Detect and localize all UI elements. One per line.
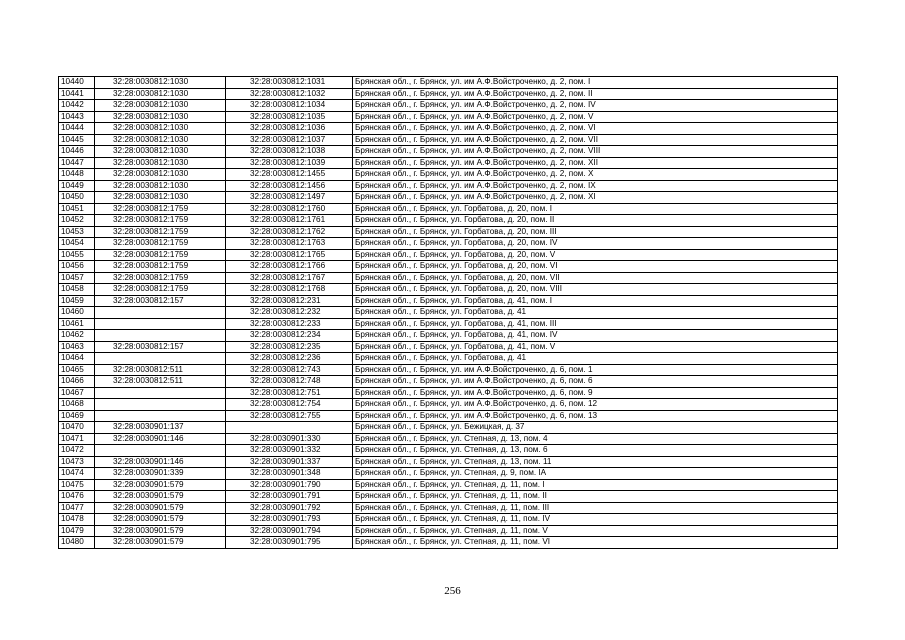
table-row [59, 387, 838, 399]
table-row [59, 468, 838, 480]
table-row [59, 502, 838, 514]
address-cell: Брянская обл., г. Брянск, ул. Горбатова, д. 41, пом. V [353, 341, 838, 353]
cadastral-number-cell: 32:28:0030812:1456 [226, 180, 353, 192]
parent-cadastral-number-cell: 32:28:0030812:1030 [95, 111, 226, 123]
cadastral-number-cell: 32:28:0030812:232 [226, 307, 353, 319]
table-row [59, 537, 838, 549]
address-cell: Брянская обл., г. Брянск, ул. Степная, д. 13, пом. 11 [353, 456, 838, 468]
row-number-cell: 10473 [59, 456, 95, 468]
table-row [59, 249, 838, 261]
address-cell: Брянская обл., г. Брянск, ул. Горбатова, д. 20, пом. V [353, 249, 838, 261]
table-row [59, 433, 838, 445]
table-row [59, 134, 838, 146]
table-row [59, 100, 838, 112]
address-cell: Брянская обл., г. Брянск, ул. Горбатова, д. 41 [353, 353, 838, 365]
address-cell: Брянская обл., г. Брянск, ул. Степная, д. 9, пом. IA [353, 468, 838, 480]
parent-cadastral-number-cell [95, 307, 226, 319]
row-number-cell: 10475 [59, 479, 95, 491]
parent-cadastral-number-cell: 32:28:0030812:1030 [95, 123, 226, 135]
parent-cadastral-number-cell: 32:28:0030812:1030 [95, 88, 226, 100]
cadastral-table [58, 76, 838, 549]
row-number-cell: 10471 [59, 433, 95, 445]
address-cell: Брянская обл., г. Брянск, ул. Степная, д. 11, пом. II [353, 491, 838, 503]
row-number-cell: 10460 [59, 307, 95, 319]
table-row [59, 364, 838, 376]
row-number-cell: 10448 [59, 169, 95, 181]
address-cell: Брянская обл., г. Брянск, ул. Горбатова, д. 20, пом. I [353, 203, 838, 215]
row-number-cell: 10461 [59, 318, 95, 330]
cadastral-number-cell: 32:28:0030901:793 [226, 514, 353, 526]
parent-cadastral-number-cell: 32:28:0030901:137 [95, 422, 226, 434]
table-body [59, 77, 838, 549]
row-number-cell: 10480 [59, 537, 95, 549]
row-number-cell: 10456 [59, 261, 95, 273]
address-cell: Брянская обл., г. Брянск, ул. им А.Ф.Войстроченко, д. 6, пом. 6 [353, 376, 838, 388]
cadastral-number-cell: 32:28:0030812:1762 [226, 226, 353, 238]
row-number-cell: 10468 [59, 399, 95, 411]
cadastral-number-cell: 32:28:0030901:790 [226, 479, 353, 491]
cadastral-number-cell: 32:28:0030812:755 [226, 410, 353, 422]
address-cell: Брянская обл., г. Брянск, ул. Горбатова, д. 20, пом. IV [353, 238, 838, 250]
cadastral-number-cell: 32:28:0030812:231 [226, 295, 353, 307]
row-number-cell: 10459 [59, 295, 95, 307]
cadastral-number-cell: 32:28:0030812:233 [226, 318, 353, 330]
parent-cadastral-number-cell: 32:28:0030812:1759 [95, 203, 226, 215]
row-number-cell: 10441 [59, 88, 95, 100]
address-cell: Брянская обл., г. Брянск, ул. Горбатова, д. 41, пом. IV [353, 330, 838, 342]
address-cell: Брянская обл., г. Брянск, ул. Степная, д. 13, пом. 4 [353, 433, 838, 445]
cadastral-number-cell: 32:28:0030812:1035 [226, 111, 353, 123]
parent-cadastral-number-cell: 32:28:0030812:1759 [95, 226, 226, 238]
table-row [59, 525, 838, 537]
row-number-cell: 10445 [59, 134, 95, 146]
cadastral-number-cell: 32:28:0030812:754 [226, 399, 353, 411]
cadastral-number-cell: 32:28:0030901:795 [226, 537, 353, 549]
cadastral-number-cell [226, 422, 353, 434]
row-number-cell: 10472 [59, 445, 95, 457]
address-cell: Брянская обл., г. Брянск, ул. Степная, д. 11, пом. V [353, 525, 838, 537]
parent-cadastral-number-cell: 32:28:0030812:157 [95, 341, 226, 353]
cadastral-number-cell: 32:28:0030812:1763 [226, 238, 353, 250]
row-number-cell: 10454 [59, 238, 95, 250]
row-number-cell: 10474 [59, 468, 95, 480]
row-number-cell: 10477 [59, 502, 95, 514]
parent-cadastral-number-cell: 32:28:0030901:339 [95, 468, 226, 480]
parent-cadastral-number-cell: 32:28:0030812:1759 [95, 284, 226, 296]
table-row [59, 445, 838, 457]
parent-cadastral-number-cell: 32:28:0030901:579 [95, 514, 226, 526]
address-cell: Брянская обл., г. Брянск, ул. им А.Ф.Войстроченко, д. 2, пом. X [353, 169, 838, 181]
address-cell: Брянская обл., г. Брянск, ул. им А.Ф.Войстроченко, д. 2, пом. VIII [353, 146, 838, 158]
parent-cadastral-number-cell [95, 445, 226, 457]
parent-cadastral-number-cell: 32:28:0030812:1030 [95, 180, 226, 192]
address-cell: Брянская обл., г. Брянск, ул. им А.Ф.Войстроченко, д. 2, пом. II [353, 88, 838, 100]
cadastral-number-cell: 32:28:0030812:1767 [226, 272, 353, 284]
address-cell: Брянская обл., г. Брянск, ул. им А.Ф.Войстроченко, д. 2, пом. IV [353, 100, 838, 112]
row-number-cell: 10478 [59, 514, 95, 526]
table-row [59, 157, 838, 169]
cadastral-number-cell: 32:28:0030812:751 [226, 387, 353, 399]
parent-cadastral-number-cell: 32:28:0030812:1759 [95, 249, 226, 261]
parent-cadastral-number-cell [95, 330, 226, 342]
cadastral-number-cell: 32:28:0030901:794 [226, 525, 353, 537]
address-cell: Брянская обл., г. Брянск, ул. Степная, д. 11, пом. IV [353, 514, 838, 526]
table-row [59, 203, 838, 215]
table-row [59, 88, 838, 100]
table-row [59, 399, 838, 411]
table-row [59, 238, 838, 250]
row-number-cell: 10466 [59, 376, 95, 388]
address-cell: Брянская обл., г. Брянск, ул. Горбатова, д. 20, пом. III [353, 226, 838, 238]
row-number-cell: 10467 [59, 387, 95, 399]
row-number-cell: 10452 [59, 215, 95, 227]
row-number-cell: 10458 [59, 284, 95, 296]
cadastral-number-cell: 32:28:0030901:337 [226, 456, 353, 468]
cadastral-number-cell: 32:28:0030812:1760 [226, 203, 353, 215]
cadastral-number-cell: 32:28:0030812:1036 [226, 123, 353, 135]
address-cell: Брянская обл., г. Брянск, ул. им А.Ф.Войстроченко, д. 2, пом. VI [353, 123, 838, 135]
row-number-cell: 10449 [59, 180, 95, 192]
table-row [59, 180, 838, 192]
parent-cadastral-number-cell [95, 410, 226, 422]
cadastral-number-cell: 32:28:0030812:1039 [226, 157, 353, 169]
row-number-cell: 10465 [59, 364, 95, 376]
row-number-cell: 10457 [59, 272, 95, 284]
cadastral-number-cell: 32:28:0030812:1037 [226, 134, 353, 146]
table-row [59, 422, 838, 434]
cadastral-number-cell: 32:28:0030901:348 [226, 468, 353, 480]
cadastral-number-cell: 32:28:0030812:1765 [226, 249, 353, 261]
address-cell: Брянская обл., г. Брянск, ул. Степная, д. 11, пом. III [353, 502, 838, 514]
address-cell: Брянская обл., г. Брянск, ул. им А.Ф.Войстроченко, д. 2, пом. VII [353, 134, 838, 146]
table-row [59, 169, 838, 181]
cadastral-number-cell: 32:28:0030901:791 [226, 491, 353, 503]
parent-cadastral-number-cell: 32:28:0030812:1030 [95, 134, 226, 146]
row-number-cell: 10442 [59, 100, 95, 112]
parent-cadastral-number-cell [95, 387, 226, 399]
table-row [59, 284, 838, 296]
parent-cadastral-number-cell [95, 353, 226, 365]
parent-cadastral-number-cell: 32:28:0030812:1759 [95, 215, 226, 227]
parent-cadastral-number-cell: 32:28:0030812:1030 [95, 146, 226, 158]
table-row [59, 376, 838, 388]
cadastral-number-cell: 32:28:0030812:234 [226, 330, 353, 342]
address-cell: Брянская обл., г. Брянск, ул. им А.Ф.Войстроченко, д. 6, пом. 1 [353, 364, 838, 376]
parent-cadastral-number-cell: 32:28:0030901:579 [95, 491, 226, 503]
address-cell: Брянская обл., г. Брянск, ул. им А.Ф.Войстроченко, д. 2, пом. IX [353, 180, 838, 192]
row-number-cell: 10470 [59, 422, 95, 434]
table-row [59, 318, 838, 330]
row-number-cell: 10455 [59, 249, 95, 261]
row-number-cell: 10450 [59, 192, 95, 204]
cadastral-number-cell: 32:28:0030901:330 [226, 433, 353, 445]
cadastral-number-cell: 32:28:0030812:1032 [226, 88, 353, 100]
parent-cadastral-number-cell [95, 318, 226, 330]
row-number-cell: 10464 [59, 353, 95, 365]
table-row [59, 491, 838, 503]
parent-cadastral-number-cell: 32:28:0030812:1030 [95, 77, 226, 89]
cadastral-number-cell: 32:28:0030812:748 [226, 376, 353, 388]
row-number-cell: 10440 [59, 77, 95, 89]
row-number-cell: 10451 [59, 203, 95, 215]
parent-cadastral-number-cell: 32:28:0030812:1030 [95, 100, 226, 112]
cadastral-number-cell: 32:28:0030812:1038 [226, 146, 353, 158]
address-cell: Брянская обл., г. Брянск, ул. Бежицкая, д. 37 [353, 422, 838, 434]
address-cell: Брянская обл., г. Брянск, ул. им А.Ф.Войстроченко, д. 2, пом. I [353, 77, 838, 89]
parent-cadastral-number-cell: 32:28:0030812:1030 [95, 192, 226, 204]
address-cell: Брянская обл., г. Брянск, ул. Горбатова, д. 41 [353, 307, 838, 319]
row-number-cell: 10446 [59, 146, 95, 158]
table-row [59, 341, 838, 353]
row-number-cell: 10469 [59, 410, 95, 422]
table-row [59, 226, 838, 238]
table-row [59, 123, 838, 135]
parent-cadastral-number-cell: 32:28:0030812:1759 [95, 261, 226, 273]
parent-cadastral-number-cell: 32:28:0030812:1030 [95, 157, 226, 169]
parent-cadastral-number-cell: 32:28:0030812:1030 [95, 169, 226, 181]
address-cell: Брянская обл., г. Брянск, ул. Степная, д. 11, пом. I [353, 479, 838, 491]
cadastral-number-cell: 32:28:0030812:1497 [226, 192, 353, 204]
parent-cadastral-number-cell: 32:28:0030812:1759 [95, 272, 226, 284]
row-number-cell: 10479 [59, 525, 95, 537]
table-row [59, 456, 838, 468]
page-number: 256 [444, 585, 461, 597]
address-cell: Брянская обл., г. Брянск, ул. Горбатова, д. 41, пом. III [353, 318, 838, 330]
address-cell: Брянская обл., г. Брянск, ул. им А.Ф.Войстроченко, д. 2, пом. V [353, 111, 838, 123]
table-row [59, 307, 838, 319]
address-cell: Брянская обл., г. Брянск, ул. Горбатова, д. 41, пом. I [353, 295, 838, 307]
table-row [59, 261, 838, 273]
row-number-cell: 10444 [59, 123, 95, 135]
cadastral-number-cell: 32:28:0030901:332 [226, 445, 353, 457]
table-row [59, 215, 838, 227]
address-cell: Брянская обл., г. Брянск, ул. Горбатова, д. 20, пом. VII [353, 272, 838, 284]
cadastral-number-cell: 32:28:0030812:235 [226, 341, 353, 353]
parent-cadastral-number-cell: 32:28:0030901:579 [95, 502, 226, 514]
table-row [59, 111, 838, 123]
table-row [59, 330, 838, 342]
address-cell: Брянская обл., г. Брянск, ул. Горбатова, д. 20, пом. VIII [353, 284, 838, 296]
row-number-cell: 10463 [59, 341, 95, 353]
parent-cadastral-number-cell: 32:28:0030812:511 [95, 364, 226, 376]
cadastral-number-cell: 32:28:0030812:743 [226, 364, 353, 376]
parent-cadastral-number-cell: 32:28:0030901:579 [95, 525, 226, 537]
parent-cadastral-number-cell: 32:28:0030901:146 [95, 456, 226, 468]
address-cell: Брянская обл., г. Брянск, ул. Горбатова, д. 20, пом. II [353, 215, 838, 227]
cadastral-number-cell: 32:28:0030812:1761 [226, 215, 353, 227]
cadastral-number-cell: 32:28:0030812:236 [226, 353, 353, 365]
table-row [59, 479, 838, 491]
table-row [59, 272, 838, 284]
address-cell: Брянская обл., г. Брянск, ул. им А.Ф.Войстроченко, д. 2, пом. XI [353, 192, 838, 204]
parent-cadastral-number-cell: 32:28:0030812:157 [95, 295, 226, 307]
row-number-cell: 10476 [59, 491, 95, 503]
parent-cadastral-number-cell [95, 399, 226, 411]
cadastral-number-cell: 32:28:0030812:1768 [226, 284, 353, 296]
row-number-cell: 10447 [59, 157, 95, 169]
address-cell: Брянская обл., г. Брянск, ул. им А.Ф.Войстроченко, д. 2, пом. XII [353, 157, 838, 169]
address-cell: Брянская обл., г. Брянск, ул. Степная, д. 13, пом. 6 [353, 445, 838, 457]
address-cell: Брянская обл., г. Брянск, ул. им А.Ф.Войстроченко, д. 6, пом. 13 [353, 410, 838, 422]
table-row [59, 353, 838, 365]
address-cell: Брянская обл., г. Брянск, ул. Степная, д. 11, пом. VI [353, 537, 838, 549]
table-row [59, 192, 838, 204]
parent-cadastral-number-cell: 32:28:0030812:1759 [95, 238, 226, 250]
parent-cadastral-number-cell: 32:28:0030901:579 [95, 479, 226, 491]
cadastral-number-cell: 32:28:0030812:1034 [226, 100, 353, 112]
row-number-cell: 10462 [59, 330, 95, 342]
table-row [59, 410, 838, 422]
parent-cadastral-number-cell: 32:28:0030901:146 [95, 433, 226, 445]
parent-cadastral-number-cell: 32:28:0030812:511 [95, 376, 226, 388]
cadastral-number-cell: 32:28:0030812:1766 [226, 261, 353, 273]
address-cell: Брянская обл., г. Брянск, ул. им А.Ф.Войстроченко, д. 6, пом. 9 [353, 387, 838, 399]
cadastral-number-cell: 32:28:0030901:792 [226, 502, 353, 514]
cadastral-number-cell: 32:28:0030812:1031 [226, 77, 353, 89]
parent-cadastral-number-cell: 32:28:0030901:579 [95, 537, 226, 549]
table-row [59, 295, 838, 307]
cadastral-number-cell: 32:28:0030812:1455 [226, 169, 353, 181]
row-number-cell: 10453 [59, 226, 95, 238]
address-cell: Брянская обл., г. Брянск, ул. им А.Ф.Войстроченко, д. 6, пом. 12 [353, 399, 838, 411]
table-row [59, 514, 838, 526]
table-row [59, 146, 838, 158]
row-number-cell: 10443 [59, 111, 95, 123]
table-row [59, 77, 838, 89]
address-cell: Брянская обл., г. Брянск, ул. Горбатова, д. 20, пом. VI [353, 261, 838, 273]
